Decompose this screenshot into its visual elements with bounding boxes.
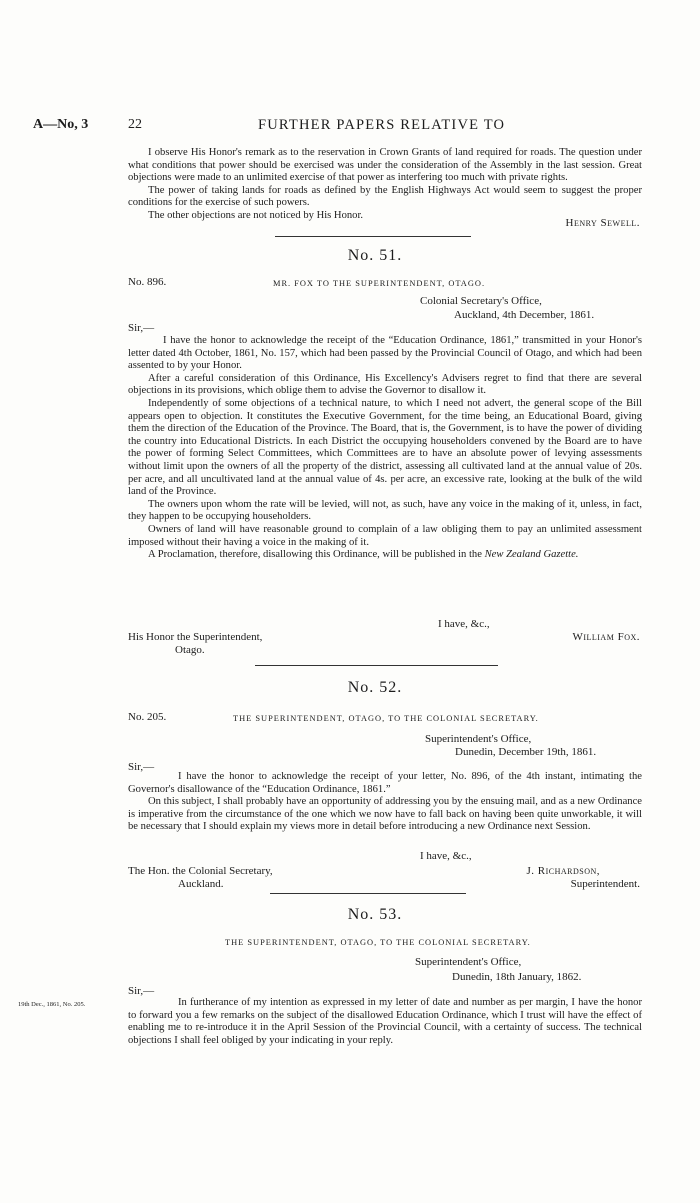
margin-note: 19th Dec., 1861, No. 205. <box>18 1001 86 1008</box>
place-date: Auckland, 4th December, 1861. <box>454 309 595 321</box>
place-date: Dunedin, December 19th, 1861. <box>455 746 597 758</box>
letter-body <box>128 335 642 562</box>
letter-number-heading: No. 53. <box>347 906 403 923</box>
letter-caption: THE SUPERINTENDENT, OTAGO, TO THE COLONIAL SECRETARY. <box>225 938 531 947</box>
intro-paragraph: The other objections are not noticed by His Honor. <box>148 209 364 221</box>
closing: I have, &c., <box>438 618 490 630</box>
letter-paragraph: The owners upon whom the rate will be levied, will not, as such, have any voice in the making of it, unless, in fact, they happen to be occupying householders. <box>128 498 642 523</box>
office-line: Colonial Secretary's Office, <box>420 295 542 307</box>
running-title: FURTHER PAPERS RELATIVE TO <box>258 117 506 133</box>
intro-block <box>128 147 642 223</box>
salutation: Sir,— <box>128 761 155 773</box>
closing: I have, &c., <box>420 850 472 862</box>
intro-paragraph: I observe His Honor's remark as to the reservation in Crown Grants of land required for roads. The question under what conditions that power should be exercised was under the consideration of the Assembly in the last session. Great objections were made to an unlimited exercise of that power as interfering too much with private rights. <box>128 147 642 184</box>
letter-paragraph-text: A Proclamation, therefore, disallowing this Ordinance, will be published in the <box>148 549 482 561</box>
signature: William Fox. <box>572 631 640 643</box>
letter-paragraph: In furtherance of my intention as expressed in my letter of date and number as per margin, I have the honor to forward you a few remarks on the subject of the disallowed Education Ordinance, which I trust will have the effect of enabling me to re-introduce it in the April Session of the Provincial Council, with a certainty of success. The technical objections I shall feel obliged by your indicating in your reply. <box>128 997 642 1046</box>
divider <box>275 236 471 237</box>
office-line: Superintendent's Office, <box>425 733 532 745</box>
salutation: Sir,— <box>128 322 155 334</box>
letter-caption: MR. FOX TO THE SUPERINTENDENT, OTAGO. <box>273 279 486 288</box>
letter-paragraph: I have the honor to acknowledge the receipt of the “Education Ordinance, 1861,” transmitted in your Honor's letter dated 4th October, 1861, No. 157, which had been passed by the Provincial Council of Otago, and which had been assented to by your Honor. <box>128 335 642 372</box>
letter-paragraph <box>128 549 642 562</box>
letter-paragraph: Owners of land will have reasonable ground to complain of a law obliging them to pay an unlimited assessment imposed without their having a voice in the making of it. <box>128 523 642 548</box>
letter-caption: THE SUPERINTENDENT, OTAGO, TO THE COLONIAL SECRETARY. <box>233 714 539 723</box>
paper-reference: A—No, 3 <box>33 117 89 132</box>
gazette-title: New Zealand Gazette. <box>484 549 579 561</box>
signature-title: Superintendent. <box>570 878 640 890</box>
addressee: His Honor the Superintendent, <box>128 631 263 643</box>
intro-paragraph: The power of taking lands for roads as defined by the English Highways Act would seem to suggest the proper conditions for the exercise of such powers. <box>128 184 642 209</box>
letter-paragraph: After a careful consideration of this Ordinance, His Excellency's Advisers regret to find that there are several objections in its provisions, which oblige them to advise the Governor to disallow it. <box>128 372 642 397</box>
office-line: Superintendent's Office, <box>415 956 522 968</box>
letter-paragraph: Independently of some objections of a technical nature, to which I need not advert, the general scope of the Bill appears open to objection. It constitutes the Executive Government, for the time being, an Educational Board, giving them the direction of the Education of the Province. The Board, that is, the Government, is to have the power of dividing the country into Educational Districts. In each District the occupying householders convened by the Board are to have the power of forming Select Committees, which Committees are to have an absolute power of levying assessments without limit upon the owners of all the property of the district, assessing all cultivated land at the annual value of 20s. per acre, and all uncultivated land at the annual value of 4s. per acre, an excessive rate, looking at the bulk of the wild land of the Province. <box>128 397 642 498</box>
intro-signature: Henry Sewell. <box>565 217 640 229</box>
letter-body <box>128 771 642 834</box>
signature: J. Richardson, <box>526 865 600 877</box>
letter-reference: No. 205. <box>128 711 167 723</box>
divider <box>270 893 466 894</box>
divider <box>255 665 498 666</box>
letter-paragraph: On this subject, I shall probably have an opportunity of addressing you by the ensuing mail, and as a new Ordinance is imperative from the circumstance of the one which we now have to fall back on having been quite unworkable, it will be necessary that I should explain my views more in detail before introducing a new Ordinance next Session. <box>128 796 642 833</box>
letter-number-heading: No. 51. <box>347 247 403 264</box>
letter-reference: No. 896. <box>128 276 167 288</box>
page-number: 22 <box>128 117 142 132</box>
salutation: Sir,— <box>128 985 155 997</box>
letter-paragraph: I have the honor to acknowledge the receipt of your letter, No. 896, of the 4th instant, intimating the Governor's disallowance of the “Education Ordinance, 1861.” <box>128 771 642 795</box>
place-date: Dunedin, 18th January, 1862. <box>452 971 582 983</box>
addressee: Otago. <box>175 644 205 656</box>
addressee: The Hon. the Colonial Secretary, <box>128 865 273 877</box>
addressee: Auckland. <box>178 878 224 890</box>
letter-body <box>128 997 642 1047</box>
letter-number-heading: No. 52. <box>347 679 403 696</box>
